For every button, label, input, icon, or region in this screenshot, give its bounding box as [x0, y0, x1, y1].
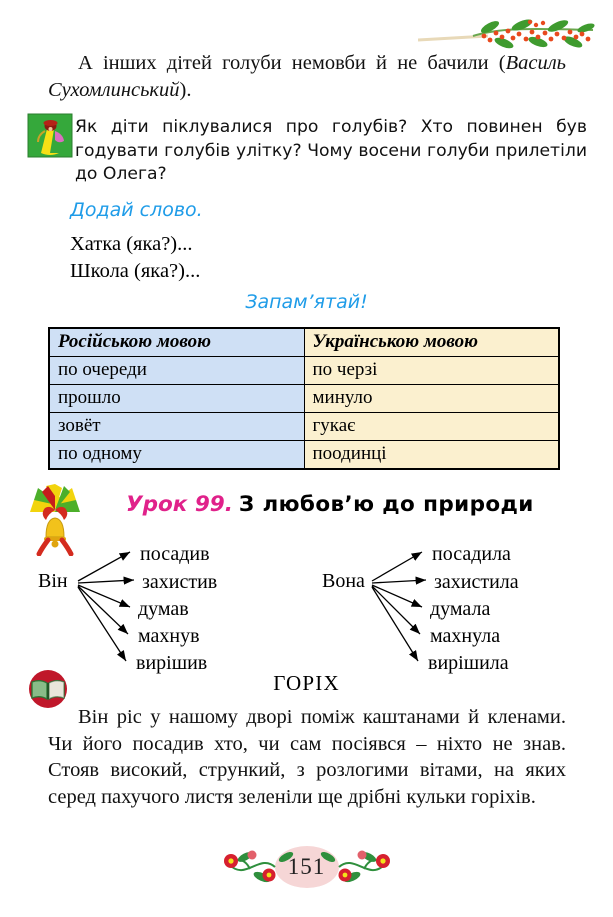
excerpt-text: А інших дітей голуби немовби й не бачили [78, 52, 489, 74]
lesson-heading [126, 492, 534, 517]
verb-label: посадив [140, 544, 210, 565]
verb-label: махнув [138, 625, 200, 647]
cell-russian: прошло [49, 385, 304, 413]
table-row [49, 413, 559, 441]
verb-label: захистила [434, 571, 519, 593]
verb-label: думала [430, 598, 491, 620]
excerpt-source: Василь Сухомлинський [48, 52, 567, 101]
cell-russian: по очереди [49, 357, 304, 385]
table-header-row [49, 328, 559, 357]
column-header-russian: Російською мовою [49, 328, 304, 357]
table-row [49, 441, 559, 470]
cell-russian: по одному [49, 441, 304, 470]
cell-russian: зовёт [49, 413, 304, 441]
lesson-number: Урок 99. [126, 492, 233, 517]
subject-label: Вона [322, 570, 365, 592]
add-word-heading: Додай слово. [70, 199, 203, 221]
cell-ukrainian: гукає [304, 413, 559, 441]
add-word-section [70, 199, 203, 221]
verb-label: вирішила [428, 652, 509, 674]
comprehension-questions [75, 116, 587, 187]
verb-label: захистив [142, 571, 218, 593]
table-row [49, 385, 559, 413]
vocabulary-table [48, 327, 560, 470]
story-title: ГОРІХ [273, 671, 340, 695]
page-number: 151 [287, 854, 326, 879]
verb-label: думав [138, 598, 189, 620]
verb-diagram-feminine [322, 544, 582, 676]
lesson-title: З любов’ю до природи [238, 492, 534, 517]
rowan-branch-icon [418, 14, 598, 54]
questions-text: Як діти піклувалися про голубів? Хто повинен був годувати голубів улітку? Чому восени голуби прилетіли до Олега? [75, 117, 587, 185]
page-footer [0, 843, 613, 899]
excerpt-source-close: ). [179, 78, 192, 101]
cell-ukrainian: по черзі [304, 357, 559, 385]
excerpt-paragraph [48, 50, 566, 103]
remember-heading: Запам’ятай! [245, 291, 368, 313]
excerpt-source-open: ( [498, 52, 506, 74]
fill-line: Школа (яка?)... [70, 260, 201, 283]
fill-line: Хатка (яка?)... [70, 233, 193, 255]
story-body: Він ріс у нашому дворі поміж каштанами й кленами. Чи його посадив хто, чи сам посіявся – ніхто не знав. Стояв високий, стрункий, з розлогими вітами, на яких серед пахучого листя зеленіли ще дрібні кульки горіхів. [48, 706, 566, 808]
verb-label: махнула [430, 625, 501, 647]
cell-ukrainian: минуло [304, 385, 559, 413]
girl-doll-icon [27, 113, 73, 158]
verb-diagram-masculine [38, 544, 288, 676]
cell-ukrainian: поодинці [304, 441, 559, 470]
column-header-ukrainian: Українською мовою [304, 328, 559, 357]
verb-label: вирішив [136, 652, 208, 674]
add-word-lines [70, 231, 200, 285]
verb-label: посадила [432, 544, 511, 565]
table-row [49, 357, 559, 385]
subject-label: Він [38, 570, 68, 592]
